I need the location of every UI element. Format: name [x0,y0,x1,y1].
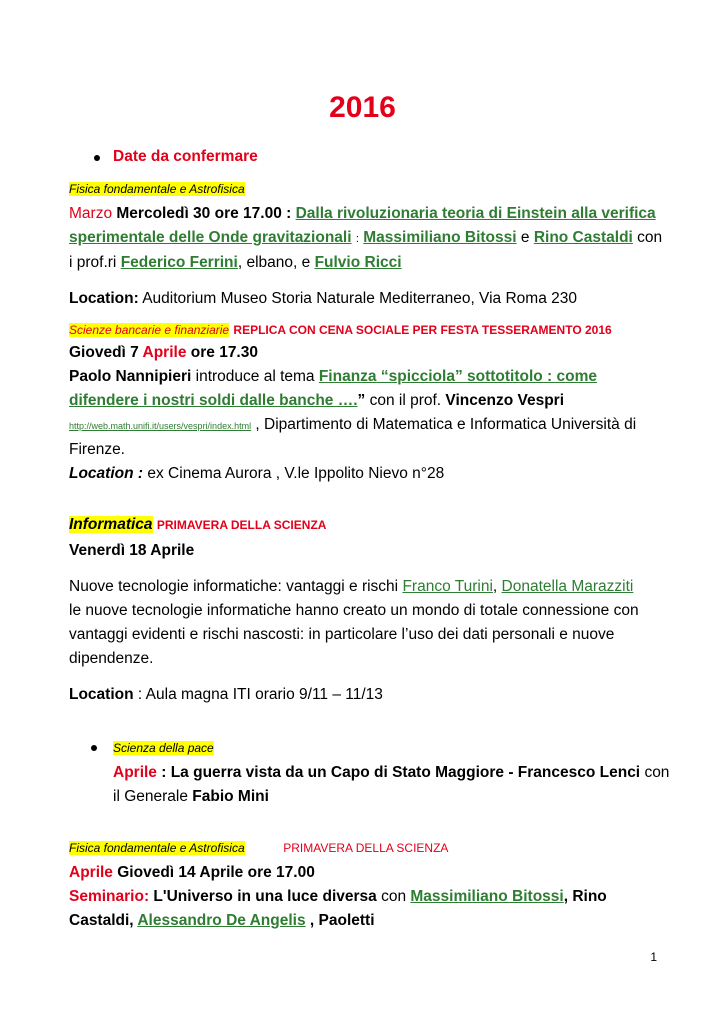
with-text: con [381,888,407,905]
intro-text: introduce al tema [195,368,315,385]
with-text: con [644,764,670,781]
event-5 [69,839,669,933]
category-tag: Fisica fondamentale e Astrofisica [69,841,245,855]
event-3 [69,513,669,707]
event-month: Aprile [142,344,187,361]
talk-title-link[interactable]: Finanza “spicciola” sottotitolo : come difendere i nostri soldi dalle banche …. [69,368,598,409]
close-quote: ” [357,392,366,409]
location-label: Location : [69,465,144,482]
event-date: Giovedì 14 Aprile ore 17.00 [117,864,315,881]
conjunction-text: e [520,229,530,246]
with-text: con il prof. [369,392,442,409]
talk-title: : La guerra vista da un Capo di Stato Maggiore - Francesco Lenci [156,764,641,781]
bullet-icon [94,155,100,161]
event-note: PRIMAVERA DELLA SCIENZA [156,518,327,532]
category-tag: Scienza della pace [113,741,214,755]
event-2 [69,321,669,486]
speaker-link-turini[interactable]: Franco Turini [402,578,493,595]
category-tag: Scienze bancarie e finanziarie [69,323,230,337]
speaker-link-bitossi[interactable]: Massimiliano Bitossi [363,229,517,246]
speaker-link-castaldi[interactable]: Rino Castaldi [533,229,633,246]
comma: , [492,578,498,595]
presenter-name: Paolo Nannipieri [69,368,192,385]
event-4 [113,739,673,809]
speaker-link-de-angelis[interactable]: Alessandro De Angelis [137,912,306,929]
affiliation-text: , Dipartimento di Matematica e Informatica Università di Firenze. [69,416,637,458]
category-tag: Fisica fondamentale e Astrofisica [69,182,245,196]
event-day: Giovedì 7 [69,344,139,361]
location-text: ex Cinema Aurora , V.le Ippolito Nievo n°28 [147,465,445,482]
speaker-link-bitossi[interactable]: Massimiliano Bitossi [410,888,564,905]
event-month: Aprile [69,864,113,881]
event-date: Venerdì 18 Aprile [69,542,195,559]
with-text: con i prof.ri [69,229,663,271]
talk-title-link[interactable]: Dalla rivoluzionaria teoria di Einstein alla verifica sperimentale delle Onde gravitazionali [69,205,656,246]
speaker-link-ferrini[interactable]: Federico Ferrini [120,254,238,271]
speaker-name: Vincenzo Vespri [445,392,565,409]
talk-title: L'Universo in una luce diversa [153,888,377,905]
speaker-link-ricci[interactable]: Fulvio Ricci [314,254,402,271]
event-note: PRIMAVERA DELLA SCIENZA [283,841,449,855]
event-note: REPLICA CON CENA SOCIALE PER FESTA TESSERAMENTO 2016 [233,323,612,337]
event-month: Marzo [69,205,113,222]
separator: : [355,233,359,245]
end-text: , Paoletti [309,912,375,929]
location-label: Location [69,686,134,703]
talk-line: Nuove tecnologie informatiche: vantaggi e rischi [69,578,399,595]
pre-text: il Generale [113,788,188,805]
bullet-icon [91,745,97,751]
speaker-url-link[interactable]: http://web.math.unifi.it/users/vespri/index.html [69,421,252,431]
event-1 [69,180,669,311]
location-label: Location: [69,290,139,307]
page-title: 2016 [329,91,396,124]
speaker-name: Fabio Mini [192,788,269,805]
location-text: : Aula magna ITI orario 9/11 – 11/13 [137,686,383,703]
event-month: Aprile [113,764,157,781]
location-text: Auditorium Museo Storia Naturale Mediterraneo, Via Roma 230 [142,290,577,307]
event-time: ore 17.30 [190,344,258,361]
event-description: le nuove tecnologie informatiche hanno creato un mondo di totale connessione con vantaggi evidenti e rischi nascosti: in particolare l’uso dei dati personali e nuove dipendenze. [69,602,639,667]
page-number: 1 [650,950,657,964]
mid-text: , elbano, e [237,254,311,271]
event-date: Mercoledì 30 ore 17.00 : [116,205,292,222]
seminar-label: Seminario: [69,888,150,905]
section-heading-date-da-confermare: Date da confermare [113,148,258,165]
category-tag: Informatica [69,516,153,533]
mid-text: , Rino Castaldi, [69,888,607,929]
speaker-link-marazziti[interactable]: Donatella Marazziti [501,578,634,595]
